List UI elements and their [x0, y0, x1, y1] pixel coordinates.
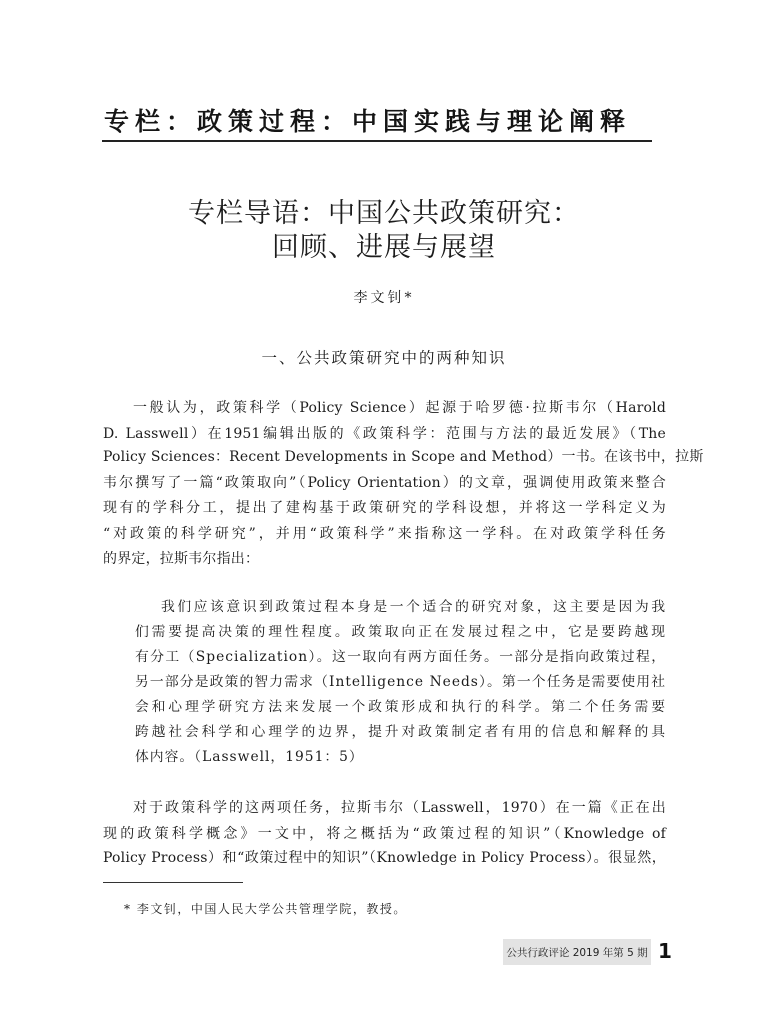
quote-line: 们需要提高决策的理性程度。政策取向正在发展过程之中，它是要跨越现	[135, 624, 666, 640]
paragraph-2-line: 对于政策科学的这两项任务，拉斯韦尔（Lasswell，1970）在一篇《正在出	[133, 800, 666, 816]
paragraph-1-line: D. Lasswell）在1951编辑出版的《政策科学：范围与方法的最近发展》（The	[103, 426, 666, 442]
quote-line: 体内容。（Lasswell，1951：5）	[135, 749, 364, 765]
paragraph-1-line: 现有的学科分工，提出了建构基于政策研究的学科设想，并将这一学科定义为	[103, 500, 666, 516]
page-number: 1	[658, 939, 672, 963]
quote-line: 会和心理学研究方法来发展一个政策形成和执行的科学。第二个任务需要	[135, 699, 666, 715]
paragraph-1-line: Policy Sciences：Recent Developments in Scope and Method）一书。在该书中，拉斯	[103, 449, 704, 465]
section-heading: 一、公共政策研究中的两种知识	[261, 349, 507, 367]
paragraph-1-line: 一般认为，政策科学（Policy Science）起源于哈罗德·拉斯韦尔（Harold	[133, 400, 666, 416]
author-name: 李文钊*	[353, 290, 415, 306]
article-title-line-1: 专栏导语：中国公共政策研究：	[188, 198, 580, 229]
paragraph-1-line: 韦尔撰写了一篇“政策取向”（Policy Orientation）的文章，强调使用政策来整合	[103, 475, 666, 491]
column-header: 专栏：政策过程：中国实践与理论阐释	[104, 107, 632, 136]
footnote: * 李文钊，中国人民大学公共管理学院，教授。	[124, 902, 407, 916]
paragraph-1-line: 的界定，拉斯韦尔指出：	[103, 551, 260, 567]
article-title-line-2: 回顾、进展与展望	[272, 232, 496, 263]
quote-line: 我们应该意识到政策过程本身是一个适合的研究对象，这主要是因为我	[161, 599, 666, 615]
header-rule	[102, 140, 652, 142]
journal-label: 公共行政评论 2019 年第 5 期	[503, 939, 651, 965]
quote-line: 跨越社会科学和心理学的边界，提升对政策制定者有用的信息和解释的具	[135, 724, 666, 740]
footnote-rule	[103, 882, 243, 883]
quote-line: 另一部分是政策的智力需求（Intelligence Needs）。第一个任务是需要使用社	[135, 674, 666, 690]
quote-line: 有分工（Specialization）。这一取向有两方面任务。一部分是指向政策过程，	[135, 649, 666, 665]
paragraph-1-line: “对政策的科学研究”，并用“政策科学”来指称这一学科。在对政策学科任务	[103, 526, 666, 542]
paragraph-2-line: Policy Process）和“政策过程中的知识”（Knowledge in Policy Process）。很显然，	[103, 850, 666, 866]
paragraph-2-line: 现的政策科学概念》一文中，将之概括为“政策过程的知识”（Knowledge of	[103, 826, 666, 842]
